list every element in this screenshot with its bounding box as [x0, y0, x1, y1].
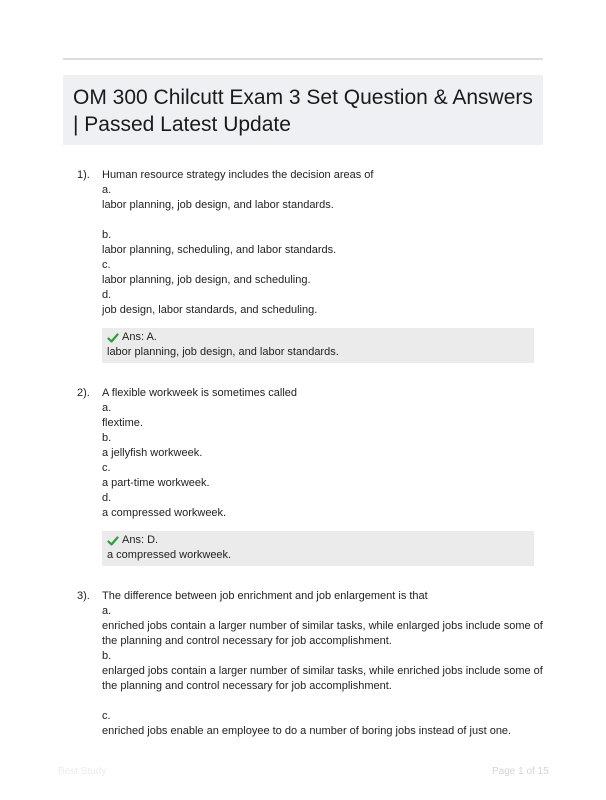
option-d-letter: d.: [102, 492, 112, 504]
question-stem: A flexible workweek is sometimes called: [102, 387, 298, 399]
option-a-text-cont: the planning and control necessary for job accomplishment.: [102, 635, 392, 647]
check-icon: [107, 535, 119, 547]
option-b-letter: b.: [102, 229, 112, 241]
top-divider: [63, 58, 543, 60]
question-number: 3).: [77, 590, 90, 602]
option-b-text: a jellyfish workweek.: [102, 447, 203, 459]
answer-label: Ans: D.: [122, 534, 159, 546]
answer-box-1: [102, 328, 534, 363]
answer-label: Ans: A.: [122, 331, 157, 343]
question-number: 2).: [77, 387, 90, 399]
question-number: 1).: [77, 169, 90, 181]
answer-box-2: [102, 531, 534, 566]
option-b-letter: b.: [102, 432, 112, 444]
option-c-letter: c.: [102, 710, 111, 722]
title-line-2: | Passed Latest Update: [73, 113, 291, 136]
option-c-text: labor planning, job design, and scheduling.: [102, 274, 311, 286]
option-c-letter: c.: [102, 462, 111, 474]
option-a-text: flextime.: [102, 417, 143, 429]
option-c-text: enriched jobs enable an employee to do a number of boring jobs instead of just one.: [102, 725, 512, 737]
question-body: [102, 168, 542, 318]
option-a-text: labor planning, job design, and labor standards.: [102, 199, 334, 211]
question-body: [102, 386, 542, 521]
option-d-letter: d.: [102, 289, 112, 301]
option-a-letter: a.: [102, 402, 112, 414]
answer-text: a compressed workweek.: [107, 549, 232, 561]
question-stem: Human resource strategy includes the decision areas of: [102, 169, 374, 181]
option-a-text: enriched jobs contain a larger number of similar tasks, while enlarged jobs include some of: [102, 620, 543, 632]
answer-text: labor planning, job design, and labor standards.: [107, 346, 339, 358]
document-title: [63, 75, 543, 145]
option-d-text: job design, labor standards, and scheduling.: [102, 304, 318, 316]
option-a-letter: a.: [102, 184, 112, 196]
spacer: [102, 213, 542, 228]
option-b-text: enlarged jobs contain a larger number of similar tasks, while enriched jobs include some of: [102, 665, 543, 677]
option-c-text: a part-time workweek.: [102, 477, 210, 489]
option-d-text: a compressed workweek.: [102, 507, 227, 519]
page-number: Page 1 of 15: [492, 766, 549, 777]
option-c-letter: c.: [102, 259, 111, 271]
option-b-text-cont: the planning and control necessary for job accomplishment.: [102, 680, 392, 692]
option-b-letter: b.: [102, 650, 112, 662]
option-b-text: labor planning, scheduling, and labor standards.: [102, 244, 337, 256]
title-line-1: OM 300 Chilcutt Exam 3 Set Question & Answers: [73, 86, 533, 109]
spacer: [102, 694, 542, 709]
question-stem: The difference between job enrichment and job enlargement is that: [102, 590, 428, 602]
check-icon: [107, 332, 119, 344]
footer-watermark: Best Study: [58, 766, 107, 777]
question-body: [102, 589, 542, 739]
option-a-letter: a.: [102, 605, 112, 617]
